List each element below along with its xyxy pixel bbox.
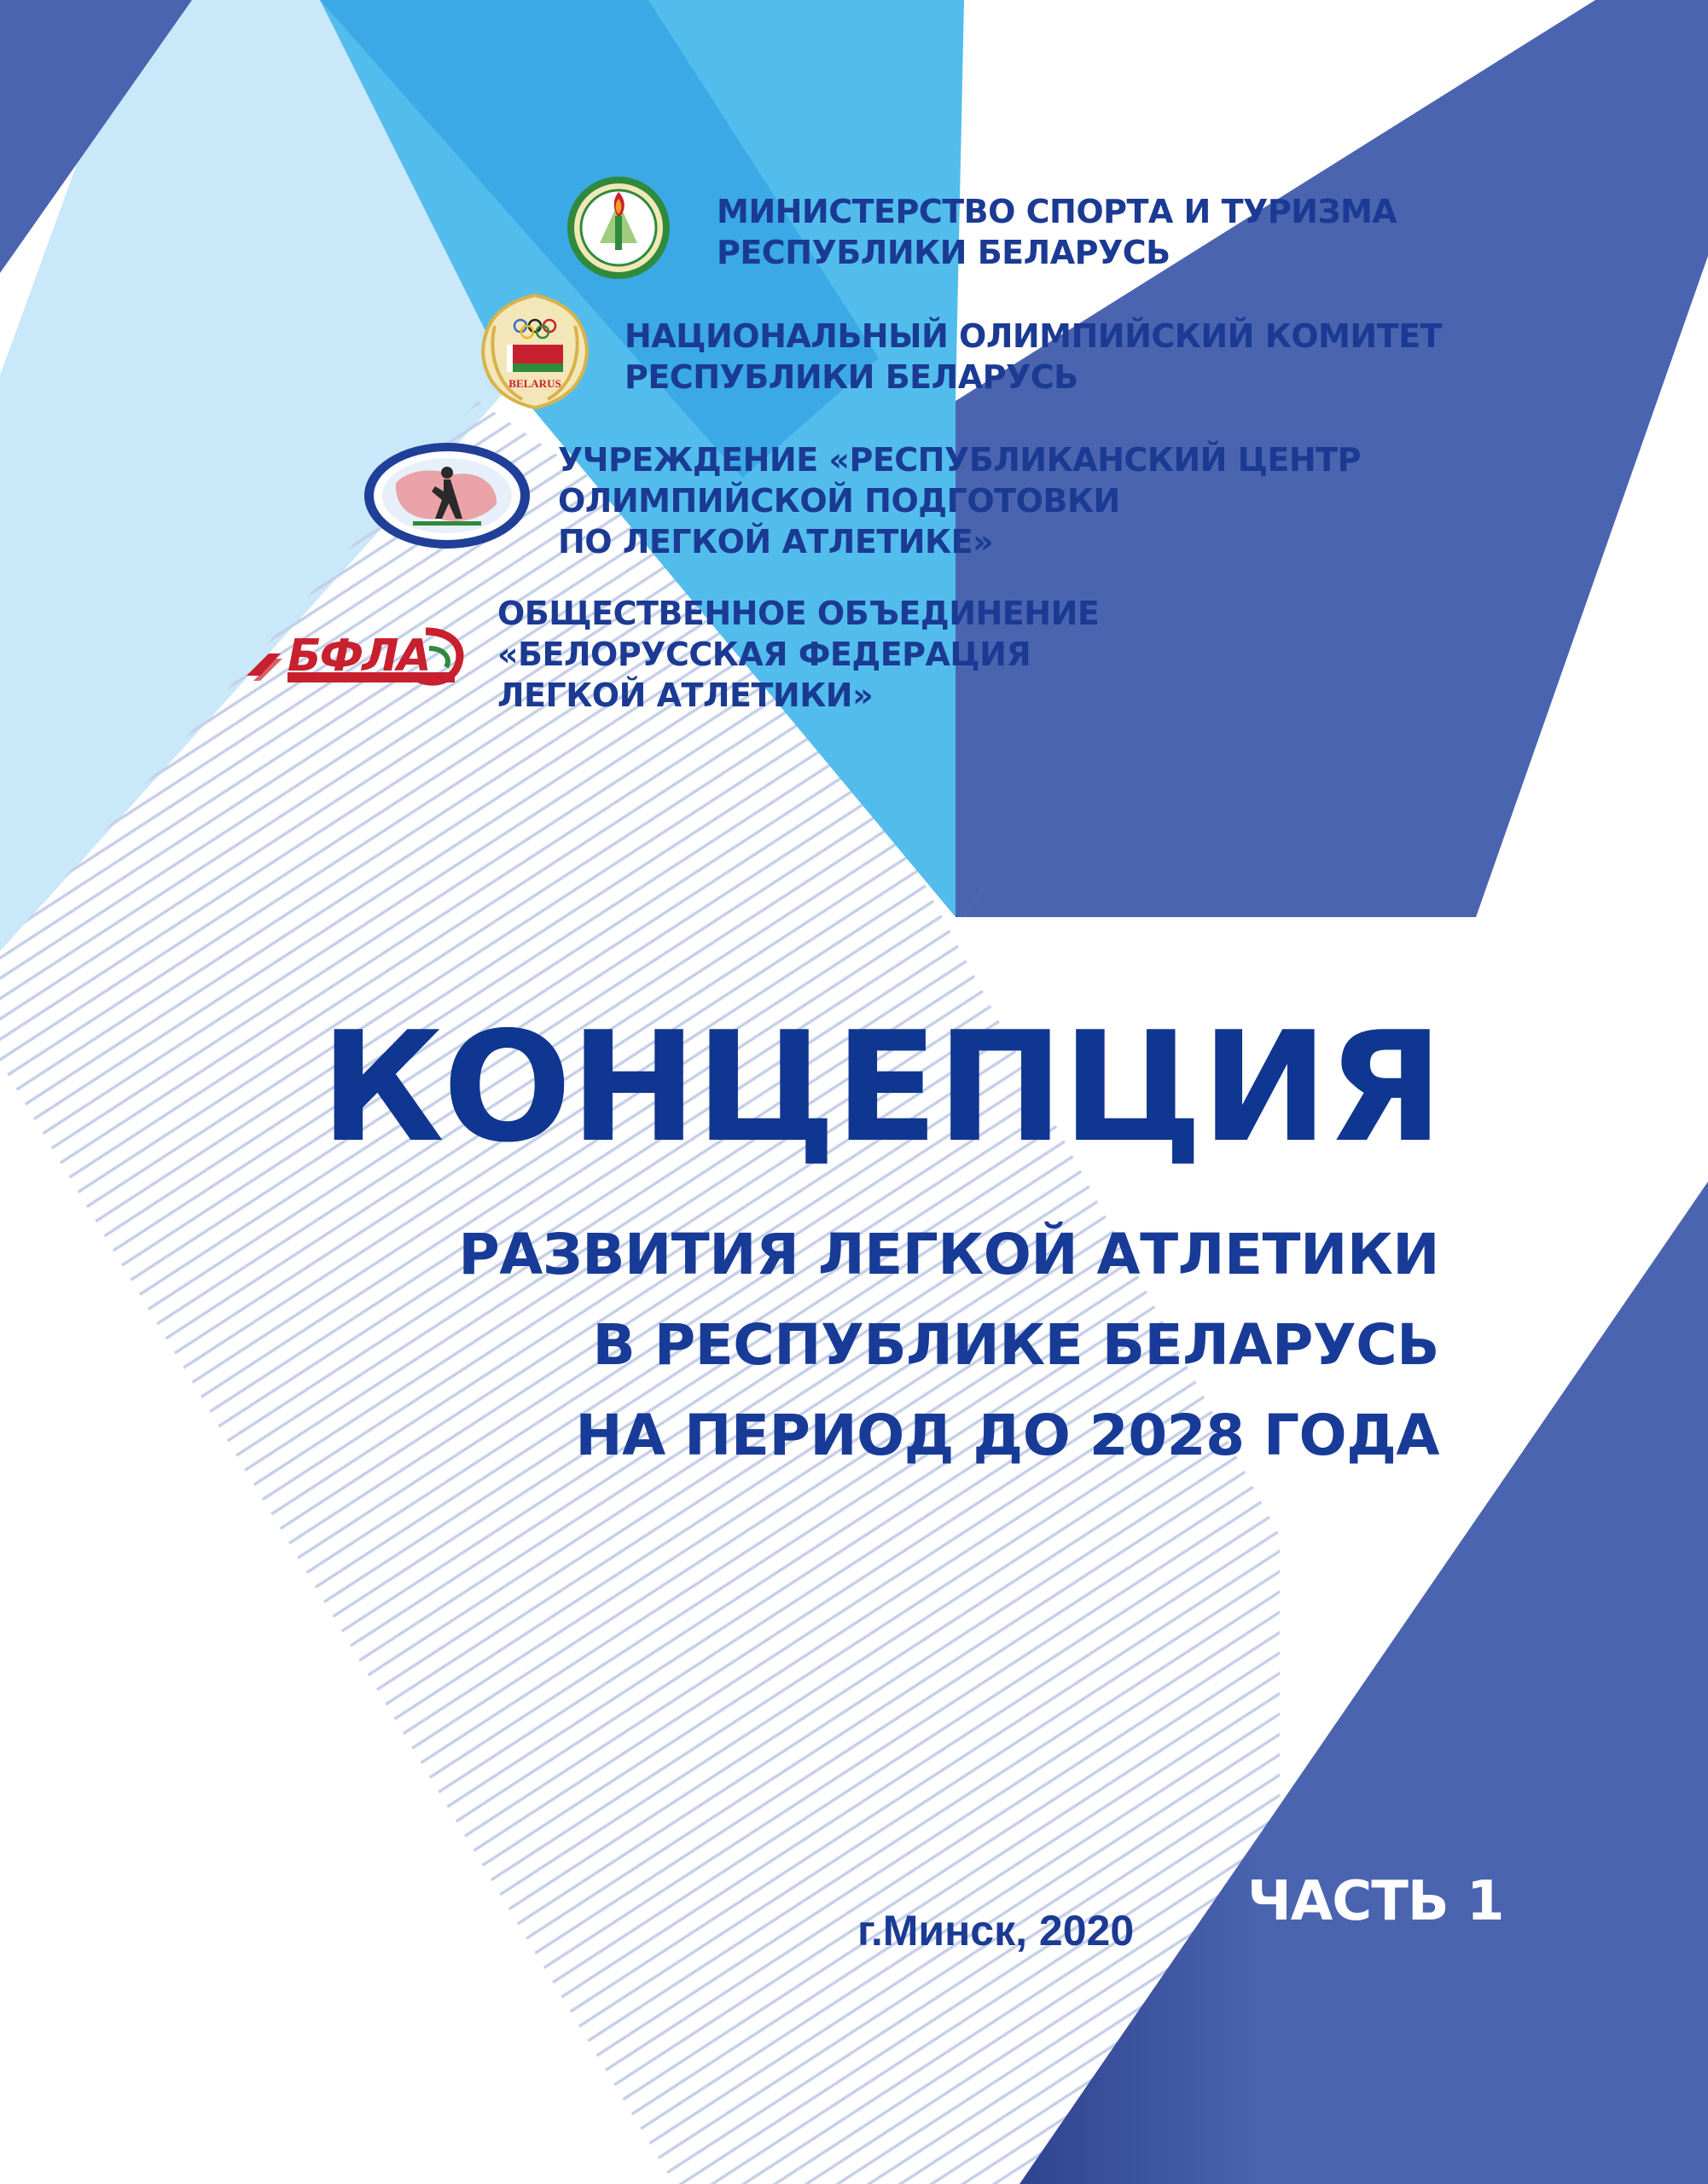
bfla-logo-icon (243, 623, 473, 691)
org-line: НАЦИОНАЛЬНЫЙ ОЛИМПИЙСКИЙ КОМИТЕТ (625, 317, 1442, 355)
bfla-logo-text: БФЛА (288, 630, 430, 682)
ministry-emblem-icon (566, 175, 671, 281)
org-line: «БЕЛОРУССКАЯ ФЕДЕРАЦИЯ (497, 636, 1031, 673)
org-line: РЕСПУБЛИКИ БЕЛАРУСЬ (625, 358, 1078, 396)
subtitle-line: В РЕСПУБЛИКЕ БЕЛАРУСЬ (592, 1312, 1439, 1378)
subtitle (458, 1210, 1439, 1481)
subtitle-line: НА ПЕРИОД ДО 2028 ГОДА (575, 1403, 1439, 1468)
organization-olympic-committee (625, 316, 1442, 398)
olympic-training-center-emblem-icon (362, 440, 532, 551)
org-line: УЧРЕЖДЕНИЕ «РЕСПУБЛИКАНСКИЙ ЦЕНТР (558, 441, 1361, 479)
organization-bfla (497, 593, 1099, 716)
part-label: ЧАСТЬ 1 (1247, 1870, 1504, 1933)
org-line: ОЛИМПИЙСКОЙ ПОДГОТОВКИ (558, 482, 1120, 520)
org-line: ПО ЛЕГКОЙ АТЛЕТИКЕ» (558, 523, 994, 561)
olympic-committee-emblem-icon (479, 292, 590, 411)
olympic-logo-text: BELARUS (508, 377, 561, 390)
organization-training-center (558, 439, 1361, 562)
page-title: КОНЦЕПЦИЯ (320, 999, 1442, 1176)
organization-ministry (717, 191, 1397, 273)
place-year: г.Минск, 2020 (857, 1907, 1135, 1955)
org-line: ЛЕГКОЙ АТЛЕТИКИ» (497, 677, 874, 714)
org-line: МИНИСТЕРСТВО СПОРТА И ТУРИЗМА (717, 193, 1397, 230)
org-line: РЕСПУБЛИКИ БЕЛАРУСЬ (717, 234, 1171, 271)
subtitle-line: РАЗВИТИЯ ЛЕГКОЙ АТЛЕТИКИ (458, 1222, 1439, 1287)
org-line: ОБЩЕСТВЕННОЕ ОБЪЕДИНЕНИЕ (497, 595, 1100, 632)
